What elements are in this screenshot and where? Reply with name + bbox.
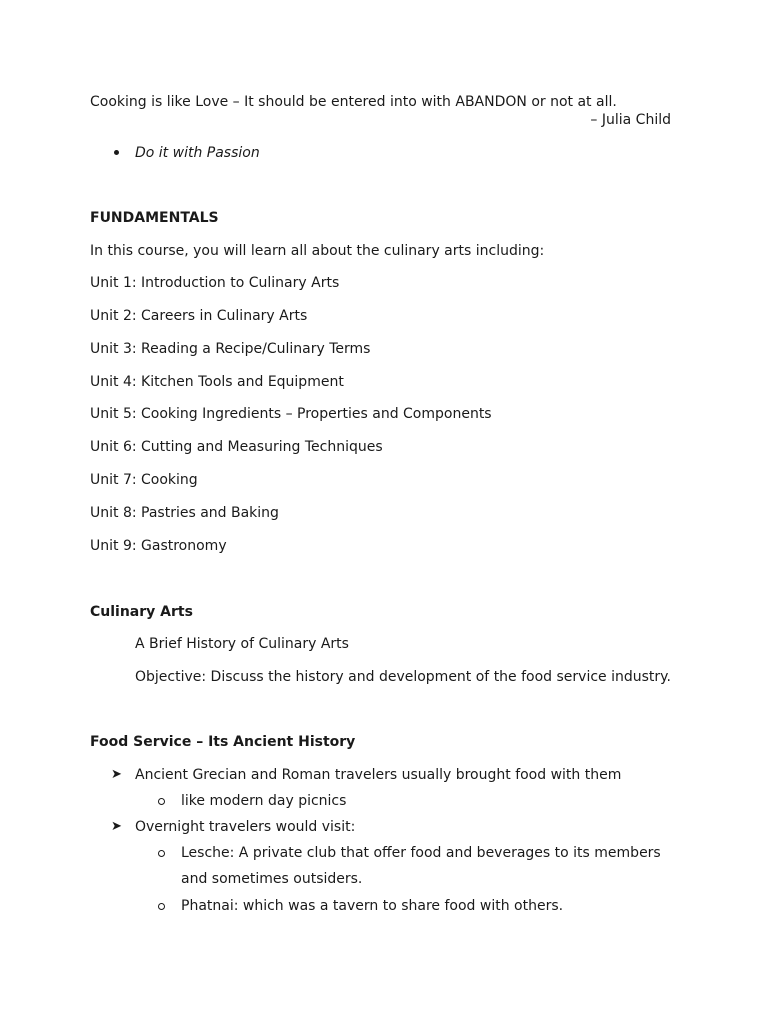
unit-item: Unit 5: Cooking Ingredients – Properties and Components xyxy=(90,406,492,422)
quote-author: – Julia Child xyxy=(590,112,671,128)
culinary-arts-subtitle: A Brief History of Culinary Arts xyxy=(135,636,349,652)
list-item: Ancient Grecian and Roman travelers usually brought food with them xyxy=(135,767,622,783)
culinary-arts-objective: Objective: Discuss the history and development of the food service industry. xyxy=(135,669,671,685)
circle-bullet-icon xyxy=(158,903,165,910)
motto-text: Do it with Passion xyxy=(135,145,260,161)
sub-list-item-continuation: and sometimes outsiders. xyxy=(181,871,363,887)
arrow-bullet-icon: ➤ xyxy=(111,819,122,834)
fundamentals-intro: In this course, you will learn all about the culinary arts including: xyxy=(90,243,545,259)
unit-item: Unit 2: Careers in Culinary Arts xyxy=(90,308,308,324)
unit-item: Unit 9: Gastronomy xyxy=(90,538,227,554)
culinary-arts-heading: Culinary Arts xyxy=(90,604,193,620)
arrow-bullet-icon: ➤ xyxy=(111,767,122,782)
unit-item: Unit 4: Kitchen Tools and Equipment xyxy=(90,374,344,390)
sub-list-item: Lesche: A private club that offer food and beverages to its members xyxy=(181,845,661,861)
fundamentals-heading: FUNDAMENTALS xyxy=(90,210,219,226)
unit-item: Unit 1: Introduction to Culinary Arts xyxy=(90,275,340,291)
circle-bullet-icon xyxy=(158,850,165,857)
quote-text: Cooking is like Love – It should be entered into with ABANDON or not at all. xyxy=(90,94,617,110)
unit-item: Unit 3: Reading a Recipe/Culinary Terms xyxy=(90,341,371,357)
list-item: Overnight travelers would visit: xyxy=(135,819,356,835)
unit-item: Unit 7: Cooking xyxy=(90,472,198,488)
sub-list-item: like modern day picnics xyxy=(181,793,347,809)
food-service-heading: Food Service – Its Ancient History xyxy=(90,734,356,750)
bullet-dot-icon xyxy=(114,150,119,155)
unit-item: Unit 6: Cutting and Measuring Techniques xyxy=(90,439,383,455)
unit-item: Unit 8: Pastries and Baking xyxy=(90,505,279,521)
sub-list-item: Phatnai: which was a tavern to share food with others. xyxy=(181,898,564,914)
circle-bullet-icon xyxy=(158,798,165,805)
